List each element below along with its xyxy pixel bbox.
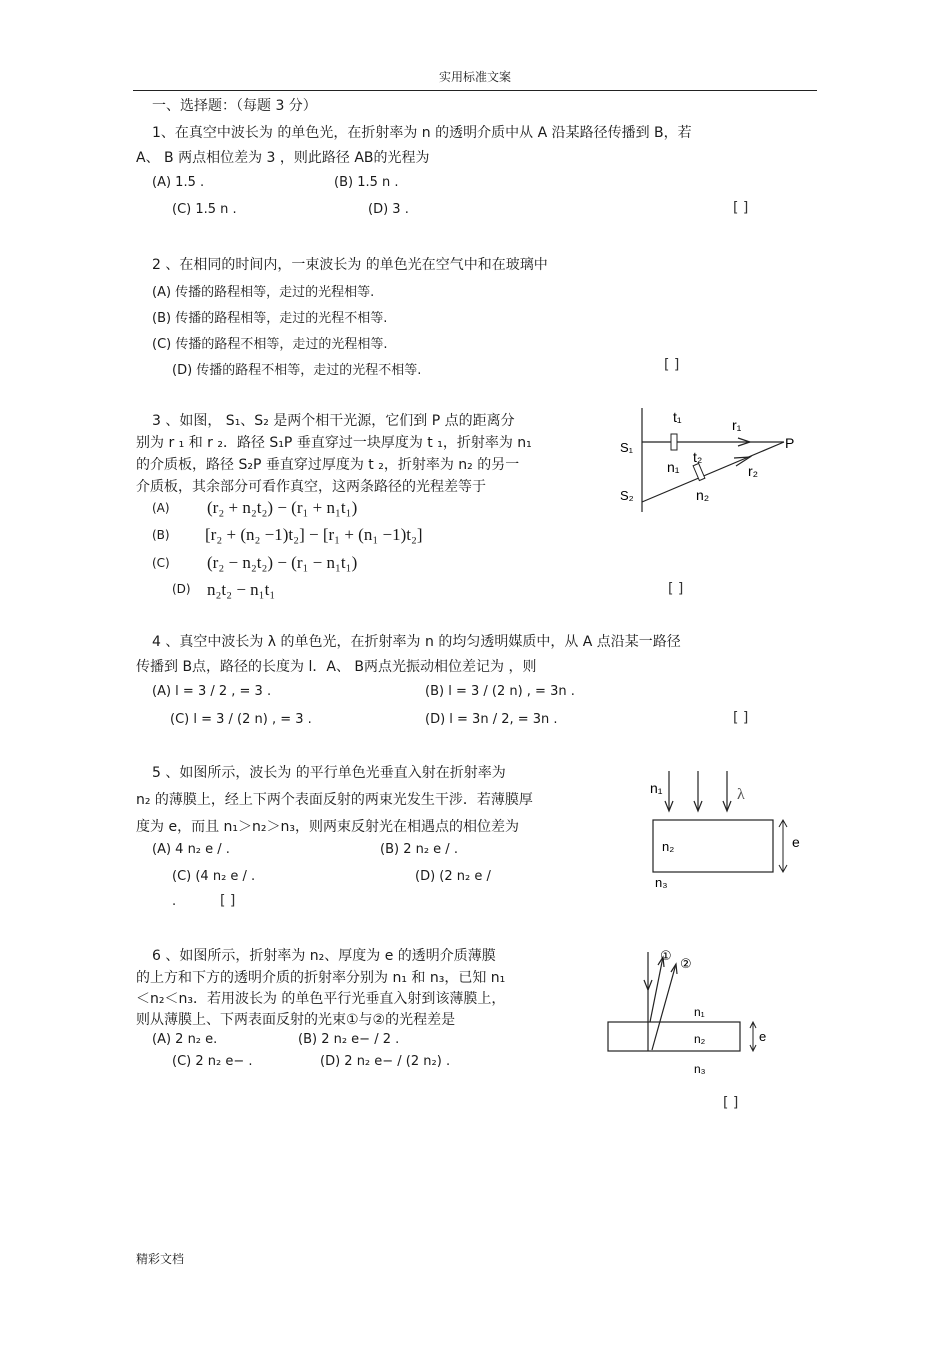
q3-option-a-label[interactable]: (A) xyxy=(152,501,170,515)
q4-option-d[interactable]: (D) l = 3n / 2, = 3n . xyxy=(425,712,558,727)
q2-answer-bracket[interactable]: [ ] xyxy=(664,357,680,373)
q3-fig-label-r1: r₁ xyxy=(732,417,742,433)
q2-option-d[interactable]: (D) 传播的路程不相等，走过的光程不相等. xyxy=(172,363,422,378)
q6-answer-bracket[interactable]: [ ] xyxy=(723,1095,739,1111)
q4-option-c[interactable]: (C) l = 3 / (2 n) , = 3 . xyxy=(170,712,312,727)
q3-stem-line3: 的介质板，路径 S₂P 垂直穿过厚度为 t ₂，折射率为 n₂ 的另一 xyxy=(136,457,520,473)
q6-fig-label-n2: n₂ xyxy=(694,1032,706,1046)
q3-stem-line2: 别为 r ₁ 和 r ₂．路径 S₁P 垂直穿过一块厚度为 t ₁，折射率为 n₁ xyxy=(136,435,532,451)
q4-option-b[interactable]: (B) l = 3 / (2 n) , = 3n . xyxy=(425,684,575,699)
q6-fig-label-beam-2: ② xyxy=(680,956,692,971)
q5-stem-line1: 5 、如图所示，波长为 的平行单色光垂直入射在折射率为 xyxy=(152,765,506,781)
q3-figure-optical-paths xyxy=(610,400,810,520)
q6-fig-label-e: e xyxy=(759,1029,767,1044)
q5-stem-line2: n₂ 的薄膜上，经上下两个表面反射的两束光发生干涉．若薄膜厚 xyxy=(136,792,533,808)
q5-option-b[interactable]: (B) 2 n₂ e / . xyxy=(380,842,458,857)
q4-answer-bracket[interactable]: [ ] xyxy=(733,710,749,726)
q1-option-b[interactable]: (B) 1.5 n . xyxy=(334,175,399,190)
q5-fig-label-e: e xyxy=(792,834,800,850)
q5-fig-label-n3: n₃ xyxy=(655,875,668,890)
q6-option-d[interactable]: (D) 2 n₂ e− / (2 n₂) . xyxy=(320,1054,451,1069)
q4-stem-line1: 4 、真空中波长为 λ 的单色光，在折射率为 n 的均匀透明媒质中，从 A 点沿某一路径 xyxy=(152,634,681,650)
q5-stem-line3: 度为 e，而且 n₁＞n₂＞n₃，则两束反射光在相遇点的相位差为 xyxy=(136,819,519,835)
q5-figure-thin-film xyxy=(640,765,810,895)
q6-fig-reflected-ray-1 xyxy=(650,957,663,1022)
q4-stem-line2: 传播到 B点，路径的长度为 l．A、 B两点光振动相位差记为 ，则 xyxy=(136,659,537,675)
page-header-title: 实用标准文案 xyxy=(438,70,511,84)
q6-fig-film-rect xyxy=(608,1022,740,1051)
q6-stem-line2: 的上方和下方的透明介质的折射率分别为 n₁ 和 n₃，已知 n₁ xyxy=(136,970,506,986)
q3-fig-label-n1: n₁ xyxy=(667,459,680,475)
page-footer: 精彩文档 xyxy=(136,1252,185,1266)
q3-fig-label-t2: t₂ xyxy=(693,449,703,465)
q6-stem-line1: 6 、如图所示，折射率为 n₂、厚度为 e 的透明介质薄膜 xyxy=(152,948,496,964)
q5-option-a[interactable]: (A) 4 n₂ e / . xyxy=(152,842,230,857)
q5-option-c[interactable]: (C) (4 n₂ e / . xyxy=(172,869,256,884)
header-divider xyxy=(133,90,817,91)
q2-option-a[interactable]: (A) 传播的路程相等，走过的光程相等. xyxy=(152,285,375,300)
q5-fig-label-lambda: λ xyxy=(737,786,745,803)
q2-option-c[interactable]: (C) 传播的路程不相等，走过的光程相等. xyxy=(152,337,388,352)
q3-option-d-label[interactable]: (D) xyxy=(172,582,191,596)
q6-option-b[interactable]: (B) 2 n₂ e− / 2 . xyxy=(298,1032,400,1047)
q3-stem-line4: 介质板，其余部分可看作真空，这两条路径的光程差等于 xyxy=(136,479,486,495)
q3-fig-label-r2: r₂ xyxy=(748,463,759,479)
q4-option-a[interactable]: (A) l = 3 / 2 , = 3 . xyxy=(152,684,272,699)
q3-fig-label-t1: t₁ xyxy=(673,409,682,425)
q3-option-b-label[interactable]: (B) xyxy=(152,528,170,542)
q6-fig-label-n3: n₃ xyxy=(694,1062,706,1076)
q6-figure-thin-film xyxy=(600,940,780,1080)
q6-stem-line4: 则从薄膜上、下两表面反射的光束①与②的光程差是 xyxy=(136,1012,456,1028)
q3-option-d-formula: n₂t₂ − n₁t₁ xyxy=(207,580,276,599)
q1-option-a[interactable]: (A) 1.5 . xyxy=(152,175,205,190)
q6-option-a[interactable]: (A) 2 n₂ e. xyxy=(152,1032,218,1047)
q1-option-d[interactable]: (D) 3 . xyxy=(368,202,409,217)
q1-answer-bracket[interactable]: [ ] xyxy=(733,200,749,216)
q6-option-c[interactable]: (C) 2 n₂ e− . xyxy=(172,1054,253,1069)
section-title: 一、选择题：（每题 3 分） xyxy=(152,98,317,114)
q5-fig-label-n1: n₁ xyxy=(650,780,663,796)
q3-fig-ray-r2 xyxy=(642,442,784,502)
q1-stem-line1: 1、在真空中波长为 的单色光，在折射率为 n 的透明介质中从 A 沿某路径传播到 B，若 xyxy=(152,125,692,141)
q5-answer-bracket[interactable]: [ ] xyxy=(220,893,236,909)
q3-fig-plate-1 xyxy=(671,434,677,450)
q3-fig-label-s1: S₁ xyxy=(620,440,634,455)
q3-option-a-formula: (r₂ + n₂t₂) − (r₁ + n₁t₁) xyxy=(207,498,358,517)
q3-answer-bracket[interactable]: [ ] xyxy=(668,581,684,597)
q5-option-d[interactable]: (D) (2 n₂ e / xyxy=(415,869,491,884)
q5-fig-label-n2: n₂ xyxy=(662,839,675,854)
q3-stem-line1: 3 、如图， S₁、S₂ 是两个相干光源，它们到 P 点的距离分 xyxy=(152,413,515,429)
q3-option-c-label[interactable]: (C) xyxy=(152,556,170,570)
q3-fig-label-s2: S₂ xyxy=(620,488,634,503)
q6-fig-reflected-ray-2 xyxy=(652,964,676,1050)
q3-fig-label-n2: n₂ xyxy=(696,487,710,503)
q6-stem-line3: ＜n₂＜n₃．若用波长为 的单色平行光垂直入射到该薄膜上， xyxy=(136,991,506,1007)
q6-fig-label-beam-1: ① xyxy=(660,948,672,963)
q1-stem-line2: A、 B 两点相位差为 3 ，则此路径 AB的光程为 xyxy=(136,150,430,166)
q6-fig-label-n1: n₁ xyxy=(694,1005,705,1019)
q2-stem: 2 、在相同的时间内，一束波长为 的单色光在空气中和在玻璃中 xyxy=(152,257,548,273)
q5-option-continuation: . xyxy=(172,894,177,909)
q3-fig-plate-2 xyxy=(693,463,705,480)
q1-option-c[interactable]: (C) 1.5 n . xyxy=(172,202,237,217)
q3-fig-label-p: P xyxy=(785,435,795,451)
q2-option-b[interactable]: (B) 传播的路程相等，走过的光程不相等. xyxy=(152,311,388,326)
q3-option-b-formula: [r₂ + (n₂ −1)t₂] − [r₁ + (n₁ −1)t₂] xyxy=(205,525,423,544)
q3-option-c-formula: (r₂ − n₂t₂) − (r₁ − n₁t₁) xyxy=(207,553,358,572)
